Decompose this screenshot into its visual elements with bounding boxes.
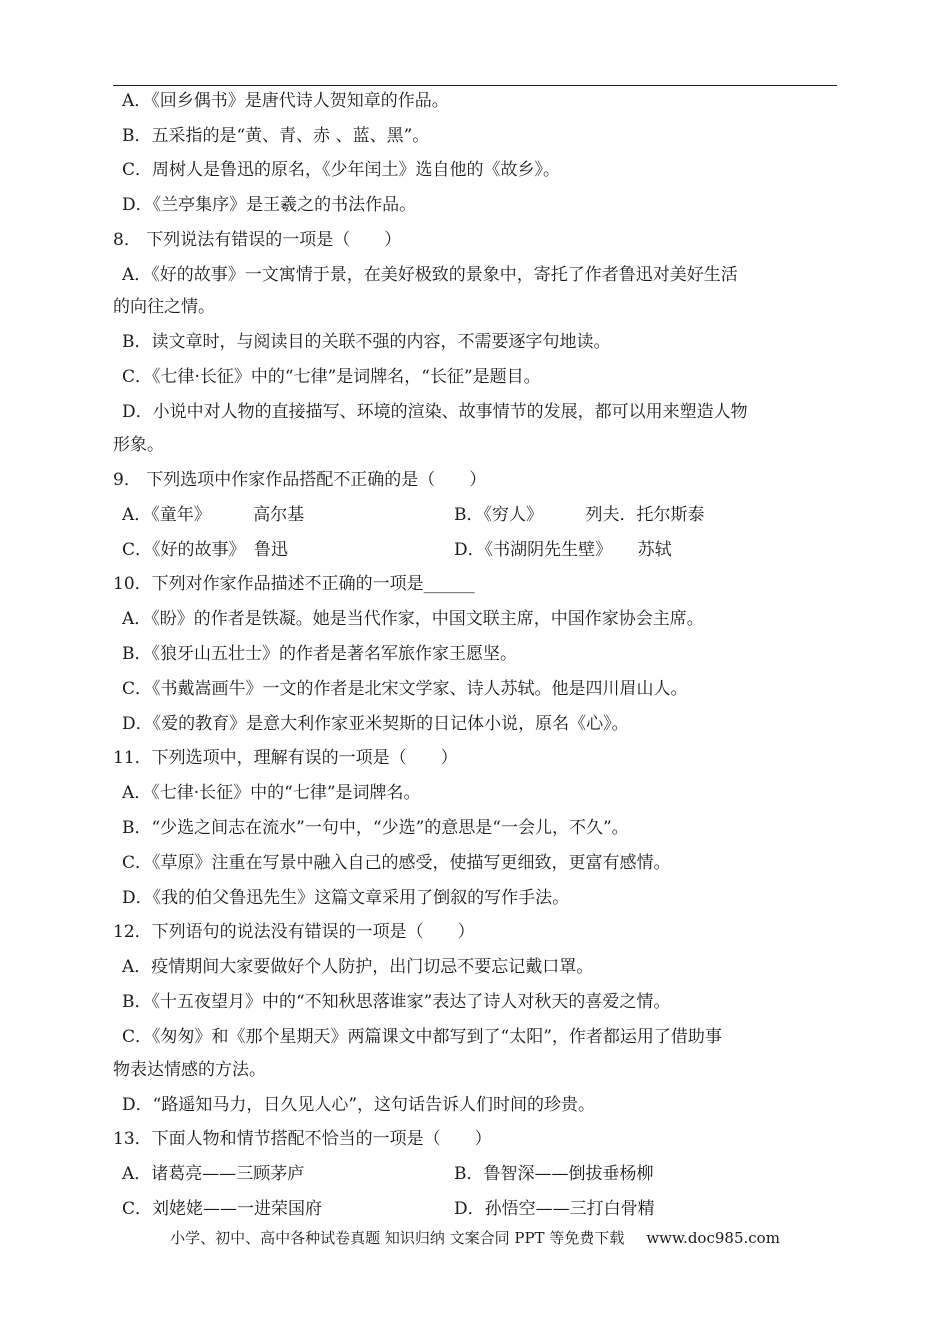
q10-stem: 10．下列对作家作品描述不正确的一项是______: [113, 574, 475, 594]
q9-option-b: B．《穷人》 列夫．托尔斯泰: [454, 505, 705, 525]
footer-text: 小学、初中、高中各种试卷真题 知识归纳 文案合同 PPT 等免费下载: [170, 1229, 625, 1247]
q12-option-c-line2: 物表达情感的方法。: [113, 1060, 266, 1080]
q13-option-a: A．诸葛亮——三顾茅庐: [122, 1164, 305, 1184]
footer-url[interactable]: www.doc985.com: [646, 1229, 780, 1247]
q10-option-d: D．《爱的教育》是意大利作家亚米契斯的日记体小说，原名《心》。: [122, 714, 629, 734]
header-rule: [113, 85, 837, 86]
q9-option-d: D．《书湖阴先生壁》 苏轼: [454, 540, 672, 560]
page-footer: [0, 1229, 950, 1247]
q7-option-a: A．《回乡偶书》是唐代诗人贺知章的作品。: [122, 91, 449, 111]
q11-stem: 11．下列选项中，理解有误的一项是（ ）: [113, 748, 458, 768]
q8-option-d-line2: 形象。: [113, 435, 164, 455]
q13-option-b: B．鲁智深——倒拔垂杨柳: [454, 1164, 654, 1184]
q8-option-a-line1: A．《好的故事》一文寓情于景，在美好极致的景象中，寄托了作者鲁迅对美好生活: [122, 265, 738, 285]
q7-option-b: B．五采指的是“黄、青、赤 、蓝、黑”。: [122, 126, 430, 146]
q12-option-a: A．疫情期间大家要做好个人防护，出门切忌不要忘记戴口罩。: [122, 957, 594, 977]
q9-option-c: C．《好的故事》 鲁迅: [122, 540, 289, 560]
q7-option-c: C．周树人是鲁迅的原名，《少年闰土》选自他的《故乡》。: [122, 160, 561, 180]
q13-option-d: D．孙悟空——三打白骨精: [454, 1199, 655, 1219]
q8-option-d-line1: D．小说中对人物的直接描写、环境的渲染、故事情节的发展，都可以用来塑造人物: [122, 402, 748, 422]
q11-option-b: B．“少选之间志在流水”一句中，“少选”的意思是“一会儿，不久”。: [122, 818, 629, 838]
q8-stem: 8． 下列说法有错误的一项是（ ）: [113, 230, 402, 250]
q11-option-d: D．《我的伯父鲁迅先生》这篇文章采用了倒叙的写作手法。: [122, 888, 570, 908]
q11-option-a: A．《七律·长征》中的“七律”是词牌名。: [122, 783, 421, 803]
q10-option-c: C．《书戴嵩画牛》一文的作者是北宋文学家、诗人苏轼。他是四川眉山人。: [122, 679, 688, 699]
q10-option-b: B．《狼牙山五壮士》的作者是著名军旅作家王愿坚。: [122, 644, 517, 664]
q9-stem: 9． 下列选项中作家作品搭配不正确的是（ ）: [113, 470, 487, 490]
q9-option-a: A．《童年》 高尔基: [122, 505, 305, 525]
q12-stem: 12．下列语句的说法没有错误的一项是（ ）: [113, 922, 475, 942]
q8-option-c: C．《七律·长征》中的“七律”是词牌名，“长征”是题目。: [122, 367, 541, 387]
q7-option-d: D．《兰亭集序》是王羲之的书法作品。: [122, 195, 417, 215]
q8-option-a-line2: 的向往之情。: [113, 297, 215, 317]
q13-stem: 13．下面人物和情节搭配不恰当的一项是（ ）: [113, 1129, 492, 1149]
q12-option-c-line1: C．《匆匆》和《那个星期天》两篇课文中都写到了“太阳”，作者都运用了借助事: [122, 1027, 722, 1047]
q12-option-d: D．“路遥知马力，日久见人心”，这句话告诉人们时间的珍贵。: [122, 1095, 596, 1115]
q12-option-b: B．《十五夜望月》中的“不知秋思落谁家”表达了诗人对秋天的喜爱之情。: [122, 992, 671, 1012]
q10-option-a: A．《盼》的作者是铁凝。她是当代作家，中国文联主席，中国作家协会主席。: [122, 609, 704, 629]
q8-option-b: B．读文章时，与阅读目的关联不强的内容，不需要逐字句地读。: [122, 332, 611, 352]
q13-option-c: C．刘姥姥——一进荣国府: [122, 1199, 323, 1219]
q11-option-c: C．《草原》注重在写景中融入自己的感受，使描写更细致，更富有感情。: [122, 853, 671, 873]
